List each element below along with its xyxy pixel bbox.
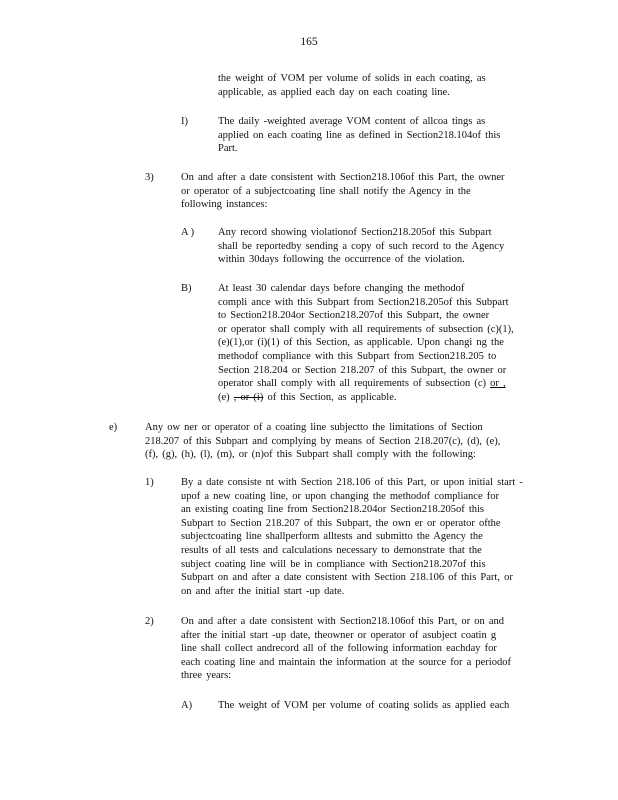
text-line: or operator of a subjectcoating line shall notify the Agency in the: [181, 185, 471, 197]
paragraph-d3-B: [218, 282, 514, 404]
text-line: Any ow ner or operator of a coating line subjectto the limitations of Section: [145, 422, 483, 433]
item-label: I): [181, 116, 188, 127]
text-line: 218.207 of this Subpart and complying by means of Section 218.207(c), (d), (e),: [145, 435, 501, 447]
text-line: On and after a date consistent with Section218.106of this Part, the owner: [181, 172, 505, 183]
inserted-text: or ,: [490, 378, 506, 390]
text-line: subjectcoating line shallperform alltests and submitto the Agency the: [181, 531, 483, 543]
text-line: each coating line and maintain the information at the source for a periodof: [181, 656, 511, 668]
text-line: results of all tests and calculations necessary to demonstrate that the: [181, 544, 482, 556]
text-line: upof a new coating line, or upon changing the methodof compliance for: [181, 490, 499, 502]
paragraph-continuation: [218, 72, 486, 99]
item-label: A ): [181, 227, 195, 238]
text-line: on and after the initial start -up date.: [181, 585, 345, 597]
item-label: 2): [145, 616, 154, 627]
text-line-amended: (e) , or (i) of this Section, as applicable.: [218, 391, 397, 403]
paragraph-e1: [181, 476, 523, 598]
text-line: subject coating line will be in compliance with Section218.207of this: [181, 558, 486, 570]
paragraph-d3-A: [218, 226, 504, 267]
paragraph-d3: [181, 171, 505, 212]
text-line: Any record showing violationof Section218.205of this Subpart: [218, 227, 492, 238]
text-line: The weight of VOM per volume of coating solids as applied each: [218, 700, 510, 711]
item-label: A): [181, 700, 193, 711]
text-line: following instances:: [181, 199, 268, 211]
text-line: By a date consiste nt with Section 218.106 of this Part, or upon initial start -: [181, 477, 523, 488]
text-line: Subpart on and after a date consistent with Section 218.106 of this Part, or: [181, 572, 513, 584]
text-line: Section 218.204 or Section 218.207 of this Subpart, the owner or: [218, 364, 507, 376]
text-line: shall be reportedby sending a copy of such record to the Agency: [218, 240, 505, 252]
deleted-text: , or (i): [233, 391, 264, 403]
item-label: B): [181, 283, 192, 294]
item-label: 3): [145, 172, 154, 183]
paragraph-e2-A: [218, 699, 509, 713]
text-line-amended: operator shall comply with all requirements of subsection (c) or ,: [218, 378, 506, 390]
item-label: e): [109, 422, 118, 433]
text-line: At least 30 calendar days before changing the methodof: [218, 283, 465, 294]
paragraph-e: [145, 421, 500, 462]
text-line: (f), (g), (h), (l), (m), or (n)of this Subpart shall comply with the following:: [145, 449, 476, 461]
text-line: the weight of VOM per volume of solids in each coating, as: [218, 73, 486, 84]
text-line: compli ance with this Subpart from Section218.205of this Subpart: [218, 296, 509, 308]
text-line: line shall collect andrecord all of the following information eachday for: [181, 643, 497, 655]
text-line: applied on each coating line as defined in Section218.104of this: [218, 129, 501, 141]
page-number: 165: [300, 36, 318, 48]
text-line: to Section218.204or Section218.207of this Subpart, the owner: [218, 310, 490, 322]
text-line: three years:: [181, 670, 232, 682]
paragraph-e2: [181, 615, 511, 683]
text-line: Subpart to Section 218.207 of this Subpart, the own er or operator ofthe: [181, 517, 501, 529]
text-line: methodof compliance with this Subpart from Section218.205 to: [218, 350, 497, 362]
paragraph-d2-i: [218, 115, 500, 156]
item-label: 1): [145, 477, 154, 488]
text-line: On and after a date consistent with Section218.106of this Part, or on and: [181, 616, 505, 627]
text-line: within 30days following the occurrence of the violation.: [218, 254, 465, 266]
text-line: applicable, as applied each day on each coating line.: [218, 86, 450, 98]
text-line: an existing coating line from Section218.204or Section218.205of this: [181, 504, 484, 516]
text-line: or operator shall comply with all requirements of subsection (c)(1),: [218, 323, 514, 335]
text-line: (e)(1),or (i)(1) of this Section, as applicable. Upon changi ng the: [218, 337, 504, 349]
text-line: The daily -weighted average VOM content of allcoa tings as: [218, 116, 486, 127]
text-line: Part.: [218, 143, 238, 155]
text-line: after the initial start -up date, theowner or operator of asubject coatin g: [181, 629, 497, 641]
